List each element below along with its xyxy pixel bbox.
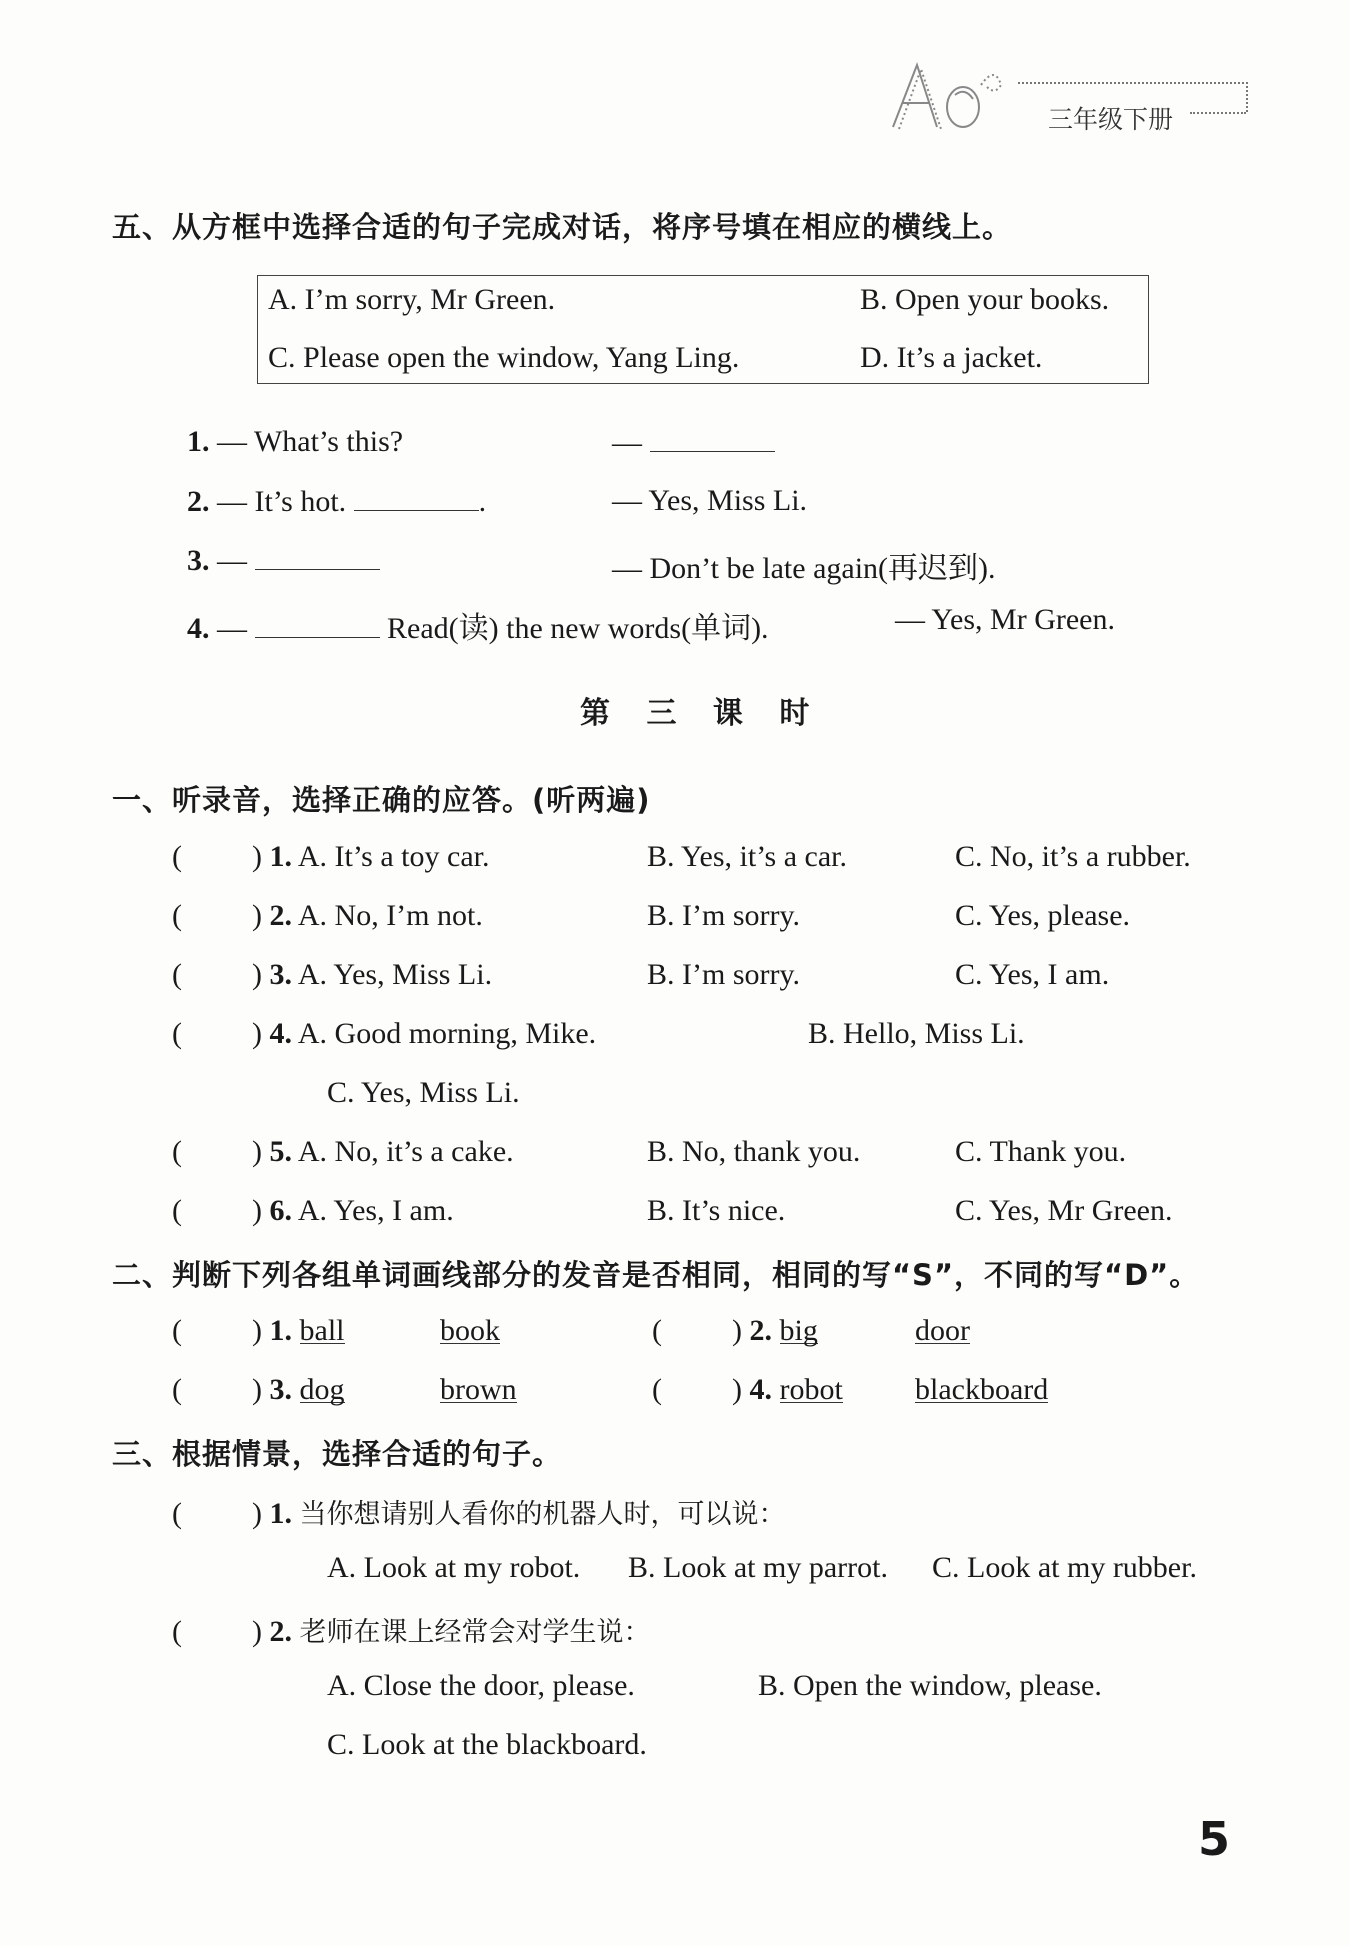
choice-a: A. Yes, Miss Li. bbox=[297, 958, 493, 991]
page-number: 5 bbox=[1198, 1812, 1231, 1866]
part1-item-1 bbox=[172, 840, 489, 874]
part1-item-5-c: C. Thank you. bbox=[955, 1135, 1127, 1168]
dialogue-number: 3. bbox=[187, 544, 210, 577]
answer-paren-open[interactable]: ( bbox=[172, 1017, 182, 1050]
answer-paren-open[interactable]: ( bbox=[172, 1373, 182, 1406]
dialogue-4-answer: — Yes, Mr Green. bbox=[895, 603, 1115, 636]
answer-paren-close: ) bbox=[252, 1314, 262, 1347]
part1-item-3 bbox=[172, 958, 492, 992]
section5-title: 五、从方框中选择合适的句子完成对话，将序号填在相应的横线上。 bbox=[112, 210, 1013, 244]
part1-item-5-b: B. No, thank you. bbox=[647, 1135, 861, 1168]
part1-item-2-c: C. Yes, please. bbox=[955, 899, 1131, 932]
part3-item-1 bbox=[172, 1492, 786, 1531]
answer-paren-open[interactable]: ( bbox=[652, 1314, 662, 1347]
part1-item-1-c: C. No, it’s a rubber. bbox=[955, 840, 1191, 873]
choice-a: A. Good morning, Mike. bbox=[297, 1017, 597, 1050]
answer-paren-open[interactable]: ( bbox=[652, 1373, 662, 1406]
answer-paren-close: ) bbox=[252, 1373, 262, 1406]
answer-paren-close: ) bbox=[252, 1194, 262, 1227]
ab-logo-icon bbox=[885, 55, 1025, 135]
item-number: 1. bbox=[269, 840, 292, 873]
answer-paren-close: ) bbox=[732, 1314, 742, 1347]
item-number: 1. bbox=[269, 1314, 292, 1347]
header-dotted-vline bbox=[1246, 82, 1248, 112]
option-c: C. Please open the window, Yang Ling. bbox=[268, 341, 740, 374]
answer-paren-open[interactable]: ( bbox=[172, 840, 182, 873]
word-1: ball bbox=[299, 1314, 345, 1347]
part1-item-2-b: B. I’m sorry. bbox=[647, 899, 801, 932]
option-a: A. I’m sorry, Mr Green. bbox=[268, 283, 556, 316]
lesson-title: 第 三 课 时 bbox=[580, 696, 812, 731]
item-number: 3. bbox=[269, 1373, 292, 1406]
word-2: book bbox=[440, 1314, 500, 1347]
part3-item-2-a: A. Close the door, please. bbox=[327, 1669, 635, 1702]
answer-paren-open[interactable]: ( bbox=[172, 958, 182, 991]
answer-paren-open[interactable]: ( bbox=[172, 1314, 182, 1347]
part1-item-3-b: B. I’m sorry. bbox=[647, 958, 801, 991]
part3-item-1-a: A. Look at my robot. bbox=[327, 1551, 581, 1584]
choice-a: A. No, it’s a cake. bbox=[297, 1135, 514, 1168]
answer-paren-close: ) bbox=[252, 1615, 262, 1648]
item-number: 6. bbox=[269, 1194, 292, 1227]
part2-title: 二、判断下列各组单词画线部分的发音是否相同，相同的写“S”，不同的写“D”。 bbox=[112, 1258, 1200, 1292]
part2-item-4-word-2 bbox=[915, 1373, 1048, 1407]
answer-paren-close: ) bbox=[252, 1135, 262, 1168]
word-2: brown bbox=[440, 1373, 517, 1406]
part1-item-5 bbox=[172, 1135, 514, 1169]
part2-item-3 bbox=[172, 1373, 345, 1407]
dialogue-1-answer bbox=[612, 425, 775, 460]
answer-paren-close: ) bbox=[252, 1497, 262, 1530]
part1-item-6-c: C. Yes, Mr Green. bbox=[955, 1194, 1173, 1227]
item-number: 2. bbox=[269, 899, 292, 932]
answer-paren-open[interactable]: ( bbox=[172, 899, 182, 932]
part2-item-4 bbox=[652, 1373, 843, 1407]
part3-title: 三、根据情景，选择合适的句子。 bbox=[112, 1437, 563, 1471]
part1-title: 一、听录音，选择正确的应答。(听两遍) bbox=[112, 783, 651, 817]
part2-item-3-word-2 bbox=[440, 1373, 517, 1407]
item-prompt: 老师在课上经常会对学生说： bbox=[299, 1617, 651, 1648]
dialogue-number: 1. bbox=[187, 425, 210, 458]
word-1: dog bbox=[299, 1373, 345, 1406]
answer-paren-open[interactable]: ( bbox=[172, 1615, 182, 1648]
dialogue-number: 2. bbox=[187, 485, 210, 518]
answer-blank[interactable] bbox=[650, 425, 775, 452]
option-d: D. It’s a jacket. bbox=[860, 341, 1043, 374]
part1-item-4-b: B. Hello, Miss Li. bbox=[808, 1017, 1025, 1050]
part3-item-2-c: C. Look at the blackboard. bbox=[327, 1728, 647, 1761]
option-b: B. Open your books. bbox=[860, 283, 1110, 316]
dialogue-question: — What’s this? bbox=[217, 425, 404, 458]
part2-item-1-word-2 bbox=[440, 1314, 500, 1348]
answer-paren-open[interactable]: ( bbox=[172, 1194, 182, 1227]
grade-label: 三年级下册 bbox=[1048, 105, 1174, 134]
part1-item-4-c: C. Yes, Miss Li. bbox=[327, 1076, 520, 1109]
dialogue-question: — It’s hot. bbox=[217, 485, 347, 518]
part1-item-6 bbox=[172, 1194, 454, 1228]
answer-paren-open[interactable]: ( bbox=[172, 1135, 182, 1168]
item-number: 4. bbox=[749, 1373, 772, 1406]
part1-item-6-b: B. It’s nice. bbox=[647, 1194, 786, 1227]
header-dotted-line-lower bbox=[1190, 112, 1246, 114]
answer-paren-close: ) bbox=[252, 899, 262, 932]
part3-item-2 bbox=[172, 1610, 651, 1649]
item-number: 3. bbox=[269, 958, 292, 991]
part3-item-1-b: B. Look at my parrot. bbox=[628, 1551, 888, 1584]
part3-item-2-b: B. Open the window, please. bbox=[758, 1669, 1102, 1702]
answer-paren-close: ) bbox=[252, 958, 262, 991]
part2-item-2-word-2 bbox=[915, 1314, 970, 1348]
dialogue-question: — bbox=[217, 612, 247, 645]
dialogue-3 bbox=[187, 543, 380, 578]
dialogue-2: 2. — It’s hot. . bbox=[187, 485, 487, 518]
answer-paren-close: ) bbox=[732, 1373, 742, 1406]
item-number: 2. bbox=[749, 1314, 772, 1347]
item-number: 2. bbox=[269, 1615, 292, 1648]
item-number: 5. bbox=[269, 1135, 292, 1168]
dialogue-2-answer: — Yes, Miss Li. bbox=[612, 484, 808, 517]
answer-blank[interactable] bbox=[255, 543, 380, 570]
answer-paren-open[interactable]: ( bbox=[172, 1497, 182, 1530]
answer-blank[interactable] bbox=[354, 484, 479, 511]
dialogue-3-answer: — Don’t be late again(再迟到). bbox=[612, 552, 996, 585]
dialogue-1 bbox=[187, 425, 403, 459]
part3-item-1-c: C. Look at my rubber. bbox=[932, 1551, 1197, 1584]
part1-item-2 bbox=[172, 899, 483, 933]
dialogue-question: — bbox=[217, 544, 247, 577]
item-number: 4. bbox=[269, 1017, 292, 1050]
dialogue-4 bbox=[187, 603, 769, 647]
part1-item-3-c: C. Yes, I am. bbox=[955, 958, 1110, 991]
part2-item-2 bbox=[652, 1314, 818, 1348]
word-1: big bbox=[779, 1314, 818, 1347]
answer-blank[interactable] bbox=[255, 611, 380, 638]
answer-paren-close: ) bbox=[252, 1017, 262, 1050]
word-2: door bbox=[915, 1314, 970, 1347]
word-2: blackboard bbox=[915, 1373, 1049, 1406]
part1-item-4 bbox=[172, 1017, 596, 1051]
word-1: robot bbox=[779, 1373, 843, 1406]
part2-item-1 bbox=[172, 1314, 345, 1348]
dialogue-question-rest: Read(读) the new words(单词). bbox=[387, 612, 769, 645]
item-prompt: 当你想请别人看你的机器人时，可以说： bbox=[299, 1499, 786, 1530]
answer-paren-close: ) bbox=[252, 840, 262, 873]
dialogue-number: 4. bbox=[187, 612, 210, 645]
header-dotted-line bbox=[1018, 82, 1248, 84]
part1-item-1-b: B. Yes, it’s a car. bbox=[647, 840, 848, 873]
choice-a: A. Yes, I am. bbox=[297, 1194, 454, 1227]
choice-a: A. No, I’m not. bbox=[297, 899, 483, 932]
choice-a: A. It’s a toy car. bbox=[297, 840, 490, 873]
item-number: 1. bbox=[269, 1497, 292, 1530]
dialogue-answer: — bbox=[612, 426, 642, 459]
